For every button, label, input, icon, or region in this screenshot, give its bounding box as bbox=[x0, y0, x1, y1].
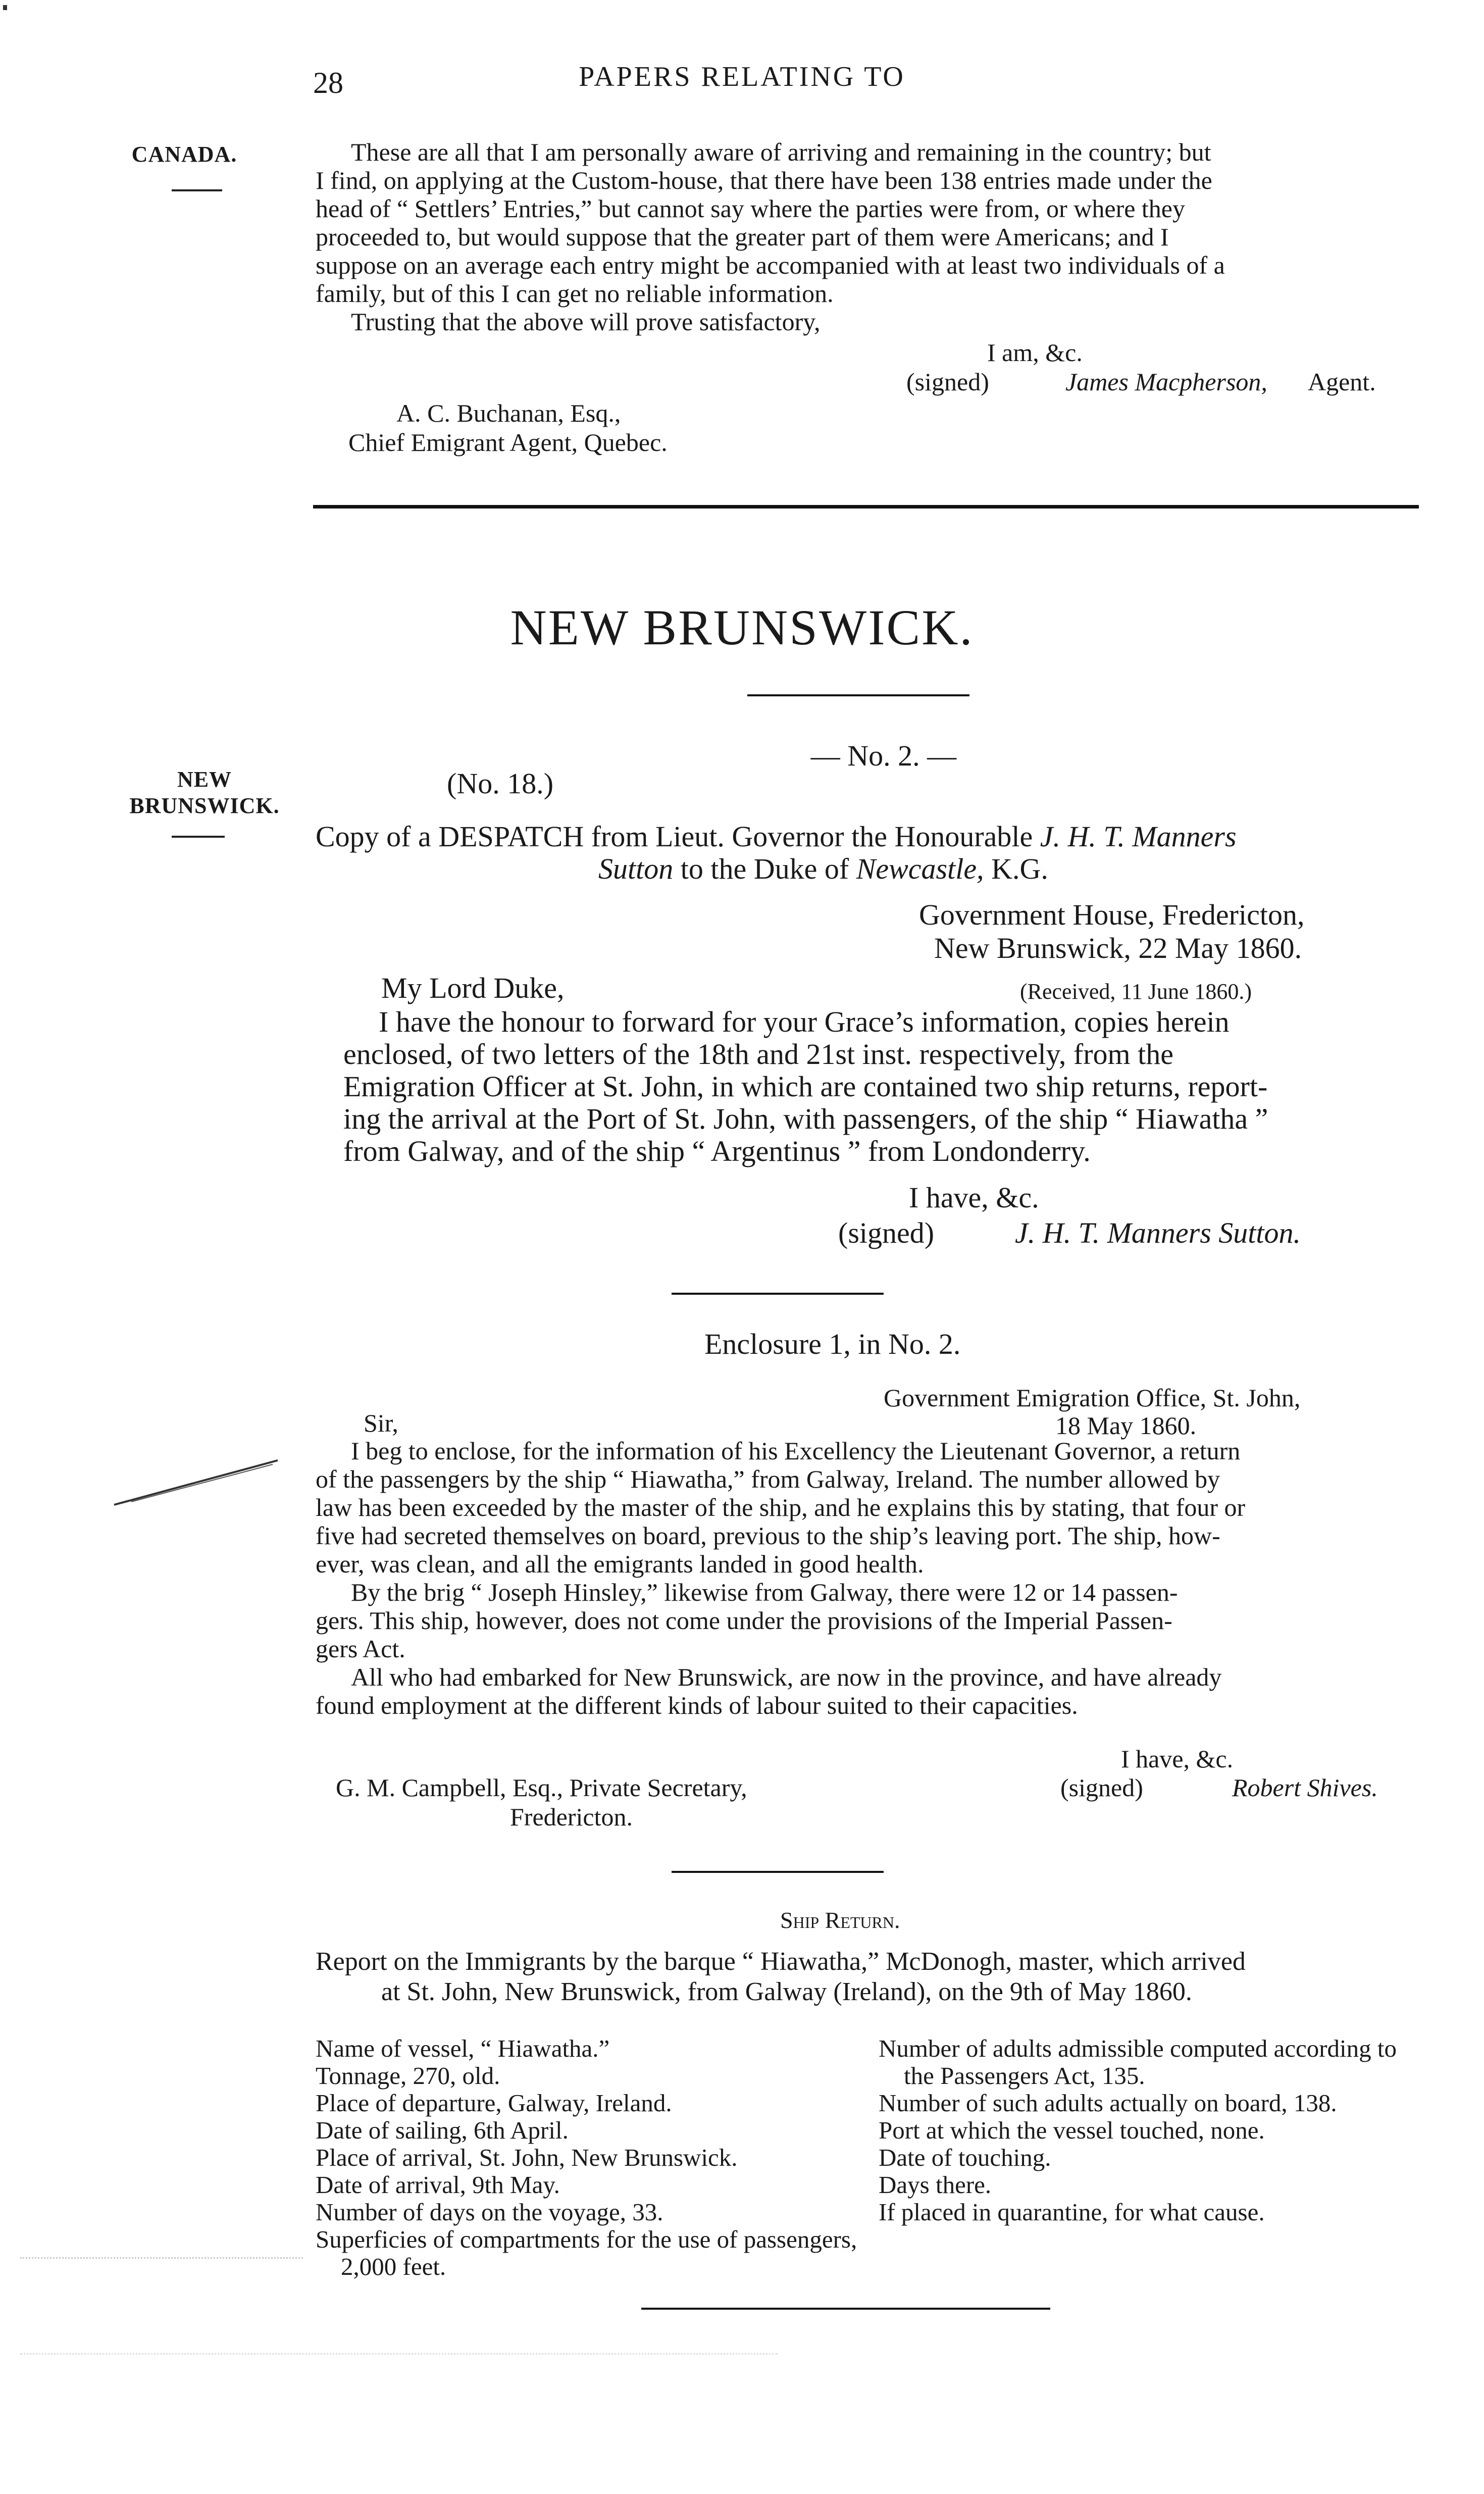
report-line2: at St. John, New Brunswick, from Galway (Ireland), on the 9th of May 1860. bbox=[381, 1977, 1192, 2006]
text-line: law has been exceeded by the master of the ship, and he explains this by stating, that four or bbox=[316, 1493, 1246, 1521]
text-line: These are all that I am personally aware of arriving and remaining in the country; but bbox=[351, 138, 1211, 166]
text-line: proceeded to, but would suppose that the greater part of them were Americans; and I bbox=[316, 223, 1169, 251]
margin-label-nb-line2: BRUNSWICK. bbox=[129, 793, 280, 818]
heading-text: to the Duke of bbox=[673, 852, 856, 885]
return-item: Name of vessel, “ Hiawatha.” bbox=[316, 2034, 610, 2062]
return-item: Number of such adults actually on board, 138. bbox=[879, 2089, 1337, 2117]
return-item: Number of adults admissible computed according to the Passengers Act, 135. bbox=[879, 2034, 1397, 2090]
text-line: found employment at the different kinds of labour suited to their capacities. bbox=[316, 1691, 1078, 1719]
return-item: Days there. bbox=[879, 2171, 992, 2199]
enclosure-i-have: I have, &c. bbox=[1121, 1745, 1234, 1773]
signed-label: (signed) bbox=[906, 368, 989, 396]
return-item: If placed in quarantine, for what cause. bbox=[879, 2198, 1265, 2226]
despatch-address-line2: New Brunswick, 22 May 1860. bbox=[934, 932, 1302, 964]
text-line: By the brig “ Joseph Hinsley,” likewise from Galway, there were 12 or 14 passen- bbox=[351, 1578, 1178, 1606]
despatch-heading-line2 bbox=[598, 853, 1048, 885]
signature-role: Agent. bbox=[1308, 368, 1376, 396]
signature-manners-sutton: J. H. T. Manners Sutton. bbox=[1015, 1216, 1301, 1249]
divider bbox=[672, 1293, 884, 1295]
return-item: Tonnage, 270, old. bbox=[316, 2062, 500, 2090]
signature-shives: Robert Shives. bbox=[1232, 1773, 1378, 1802]
text-line: Emigration Officer at St. John, in which are contained two ship returns, report- bbox=[343, 1070, 1268, 1103]
despatch-address-line1: Government House, Fredericton, bbox=[919, 898, 1305, 931]
despatch-received: (Received, 11 June 1860.) bbox=[1020, 979, 1252, 1004]
canada-letter-body bbox=[316, 138, 1421, 336]
return-item: Date of arrival, 9th May. bbox=[316, 2171, 560, 2199]
return-item: Port at which the vessel touched, none. bbox=[879, 2116, 1265, 2144]
return-item: Superficies of compartments for the use of passengers, 2,000 feet. bbox=[316, 2225, 857, 2280]
page-number: 28 bbox=[313, 66, 343, 99]
enclosure-title: Enclosure 1, in No. 2. bbox=[704, 1328, 961, 1360]
enclosure-body bbox=[316, 1437, 1421, 1719]
text-line: family, but of this I can get no reliable information. bbox=[316, 279, 834, 308]
running-title: PAPERS RELATING TO bbox=[579, 61, 905, 92]
margin-rule bbox=[172, 836, 225, 838]
heading-place: Newcastle, bbox=[856, 852, 984, 885]
text-line: five had secreted themselves on board, previous to the ship’s leaving port. The ship, how- bbox=[316, 1521, 1220, 1550]
closing-line: Trusting that the above will prove satisfactory, bbox=[351, 308, 821, 336]
signature-macpherson: James Macpherson, bbox=[1065, 368, 1267, 396]
divider bbox=[672, 1871, 884, 1873]
margin-label-nb-line1: NEW bbox=[177, 767, 232, 792]
section-title: NEW BRUNSWICK. bbox=[510, 599, 974, 655]
text-line: gers Act. bbox=[316, 1635, 405, 1663]
despatch-body bbox=[343, 1006, 1419, 1167]
text-line: gers. This ship, however, does not come under the provisions of the Imperial Passen- bbox=[316, 1606, 1172, 1635]
text-line: suppose on an average each entry might be accompanied with at least two individuals of a bbox=[316, 251, 1225, 279]
despatch-salutation: My Lord Duke, bbox=[381, 972, 565, 1004]
enclosure-addressee-line2: Fredericton. bbox=[510, 1803, 633, 1831]
return-item: Date of sailing, 6th April. bbox=[316, 2116, 569, 2144]
scan-artifact bbox=[20, 2257, 303, 2260]
despatch-i-have: I have, &c. bbox=[909, 1181, 1039, 1214]
margin-pencil-mark bbox=[111, 1454, 283, 1510]
heading-name: J. H. T. Manners bbox=[1040, 820, 1237, 853]
enclosure-addressee-line1: G. M. Campbell, Esq., Private Secretary, bbox=[336, 1773, 747, 1802]
enclosure-address-line1: Government Emigration Office, St. John, bbox=[884, 1384, 1301, 1412]
enclosure-salutation: Sir, bbox=[364, 1409, 398, 1437]
ship-return-title: Ship Return. bbox=[780, 1907, 900, 1933]
report-line1: Report on the Immigrants by the barque “ Hiawatha,” McDonogh, master, which arrived bbox=[316, 1947, 1246, 1976]
enclosure-address-line2: 18 May 1860. bbox=[1055, 1411, 1197, 1440]
text-line: ever, was clean, and all the emigrants landed in good health. bbox=[316, 1550, 924, 1578]
return-item: Place of arrival, St. John, New Brunswick. bbox=[316, 2144, 738, 2171]
enclosure-signed-label: (signed) bbox=[1060, 1773, 1143, 1802]
despatch-signed-label: (signed) bbox=[838, 1216, 935, 1249]
i-am-line: I am, &c. bbox=[987, 338, 1083, 367]
scan-speck bbox=[3, 5, 7, 10]
heading-honour: K.G. bbox=[984, 852, 1048, 885]
despatch-ref: (No. 18.) bbox=[447, 767, 554, 800]
heading-name: Sutton bbox=[598, 852, 674, 885]
margin-label-canada: CANADA. bbox=[131, 142, 237, 167]
addressee-title: Chief Emigrant Agent, Quebec. bbox=[348, 428, 668, 456]
title-underline bbox=[747, 694, 969, 696]
text-line: of the passengers by the ship “ Hiawatha,” from Galway, Ireland. The number allowed by bbox=[316, 1465, 1220, 1493]
text-line: enclosed, of two letters of the 18th and 21st inst. respectively, from the bbox=[343, 1038, 1173, 1071]
text-line: All who had embarked for New Brunswick, are now in the province, and have already bbox=[351, 1663, 1222, 1691]
return-item: Number of days on the voyage, 33. bbox=[316, 2198, 663, 2226]
return-item: Place of departure, Galway, Ireland. bbox=[316, 2089, 672, 2117]
despatch-number: — No. 2. — bbox=[810, 739, 957, 772]
text-line: ing the arrival at the Port of St. John, with passengers, of the ship “ Hiawatha ” bbox=[343, 1102, 1268, 1135]
scan-artifact bbox=[20, 2353, 778, 2356]
text-line: I beg to enclose, for the information of his Excellency the Lieutenant Governor, a return bbox=[351, 1437, 1241, 1465]
text-line: I find, on applying at the Custom-house, that there have been 138 entries made under the bbox=[316, 166, 1212, 194]
despatch-heading-line1 bbox=[316, 821, 1237, 853]
closing-rule bbox=[641, 2308, 1050, 2310]
section-divider bbox=[313, 505, 1419, 508]
margin-rule bbox=[172, 189, 222, 191]
text-line: I have the honour to forward for your Grace’s information, copies herein bbox=[379, 1005, 1230, 1038]
ship-return-right-column bbox=[879, 2035, 1421, 2226]
return-item: Date of touching. bbox=[879, 2144, 1051, 2171]
text-line: head of “ Settlers’ Entries,” but cannot say where the parties were from, or where they bbox=[316, 194, 1185, 223]
ship-return-left-column bbox=[316, 2035, 861, 2280]
text-line: from Galway, and of the ship “ Argentinus ” from Londonderry. bbox=[343, 1135, 1091, 1167]
addressee-name: A. C. Buchanan, Esq., bbox=[396, 399, 621, 427]
heading-text: Copy of a DESPATCH from Lieut. Governor the Honourable bbox=[316, 820, 1040, 853]
